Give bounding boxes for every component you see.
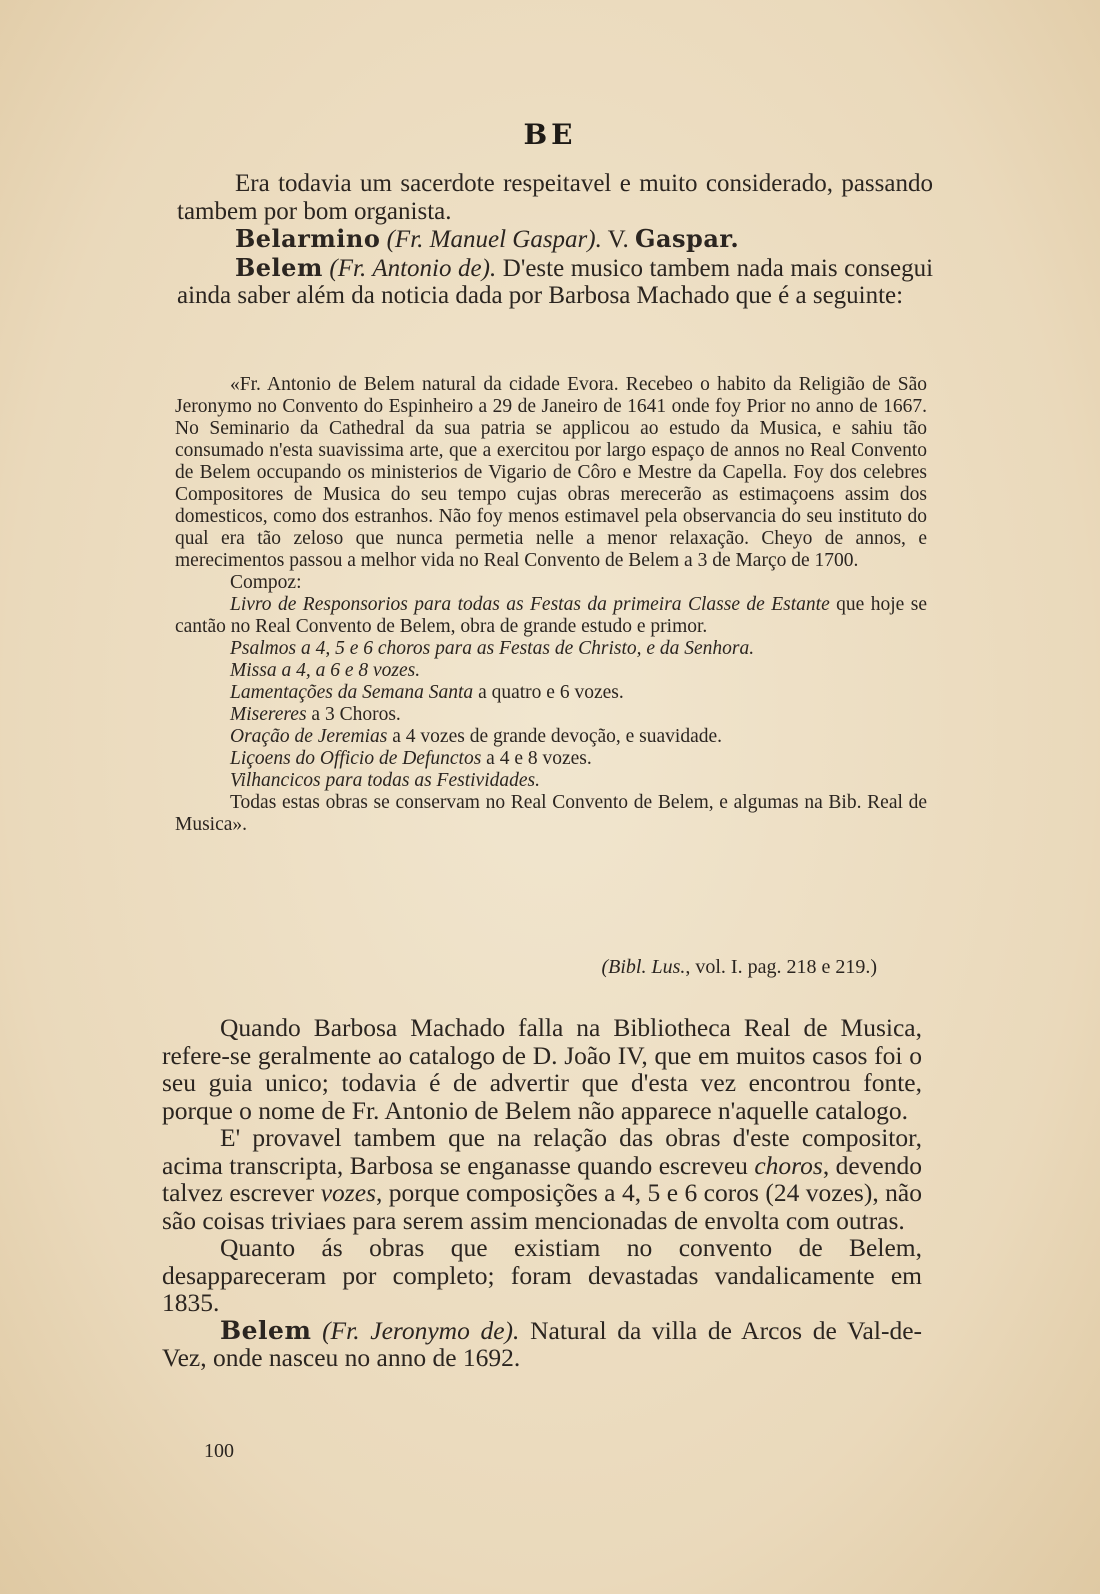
work-title: Missa a 4, a 6 e 8 vozes. <box>230 660 421 681</box>
work-title: Oração de Jeremias <box>230 726 388 747</box>
work-rest: que hoje se cantão no Real Convento de Belem, obra de grande estudo e primor. <box>175 594 927 637</box>
work-item <box>175 748 927 770</box>
work-title: Livro de Responsorios para todas as Festas da primeira Classe de Estante <box>230 594 830 615</box>
entry-ref: Gaspar. <box>635 224 740 253</box>
work-rest: a 3 Choros. <box>306 704 401 725</box>
citation <box>175 956 877 979</box>
italic-word: vozes <box>320 1178 376 1207</box>
commentary-paragraph <box>162 1124 922 1234</box>
quote-paragraph: «Fr. Antonio de Belem natural da cidade Evora. Recebeo o habito da Religião de São Jeronymo no Convento do Espinheiro a 29 de Janeiro de 1641 onde foy Prior no anno de 1667. No Seminario da Cathedral da sua patria se applicou ao estudo da Musica, e sahiu tão consumado n'esta suavissima arte, que a exercitou por largo espaço de annos no Real Convento de Belem occupando os ministerios de Vigario de Côro e Mestre da Capella. Foy dos celebres Compositores de Musica do seu tempo cujas obras merecerão as estimaçoens assim dos domesticos, como dos estranhos. Não foy menos estimavel pela observancia do seu instituto do qual era tão zeloso que nunca permetia nelle a menor relaxação. Cheyo de annos, e merecimentos passou a melhor vida no Real Convento de Belem a 3 de Março de 1700. <box>175 374 927 571</box>
entry-belem-antonio <box>177 254 933 310</box>
entry-name: Belem <box>220 1315 312 1345</box>
entry-paren: (Fr. Antonio de). <box>329 254 497 282</box>
text-run: E' provavel tambem que na relação das obras d'este compositor, acima transcripta, Barbosa se enganasse quando escreveu <box>162 1123 922 1180</box>
entry-name: Belem <box>235 252 323 282</box>
work-rest: a 4 vozes de grande devoção, e suavidade. <box>387 726 723 747</box>
italic-word: choros <box>754 1150 823 1180</box>
text-run: , devendo talvez escrever <box>162 1150 923 1207</box>
work-item <box>175 726 927 748</box>
work-title: Lamentações da Semana Santa <box>230 682 474 703</box>
commentary-section <box>162 1014 922 1372</box>
entry-belarmino <box>177 225 933 254</box>
text-run: , porque composições a 4, 5 e 6 coros (24 vozes), não são coisas triviaes para serem assim mencionadas de envolta com outras. <box>162 1178 922 1235</box>
quote-closing: Todas estas obras se conservam no Real Convento de Belem, e algumas na Bib. Real de Musica». <box>175 792 927 835</box>
commentary-paragraph: Quanto ás obras que existiam no convento de Belem, desappareceram por completo; foram devastadas vandalicamente em 1835. <box>162 1233 922 1317</box>
work-item <box>175 638 927 660</box>
work-rest: a 4 e 8 vozes. <box>481 748 592 769</box>
entry-text: Natural da villa de Arcos de Val-de-Vez, onde nasceu no anno de 1692. <box>162 1315 923 1372</box>
entry-paren: (Fr. Jeronymo de). <box>322 1315 520 1345</box>
entry-name: Belarmino <box>235 224 381 253</box>
work-title: Vilhancicos para todas as Festividades. <box>230 770 540 791</box>
work-rest: a quatro e 6 vozes. <box>473 682 624 703</box>
work-title: Psalmos a 4, 5 e 6 choros para as Festas de Christo, e da Senhora. <box>230 638 755 659</box>
entry-belem-jeronymo <box>162 1317 922 1372</box>
citation-source: (Bibl. Lus. <box>601 956 686 978</box>
work-title: Misereres <box>230 704 307 725</box>
running-header: BE <box>523 118 577 151</box>
work-item <box>175 594 927 638</box>
entry-paren: (Fr. Manuel Gaspar). <box>386 226 602 253</box>
compoz-label: Compoz: <box>230 572 302 593</box>
work-item <box>175 704 927 726</box>
work-item <box>175 660 927 682</box>
intro-section <box>177 170 933 310</box>
page-number: 100 <box>204 1440 234 1462</box>
entry-text: D'este musico tambem nada mais consegui ainda saber além da noticia dada por Barbosa Machado que é a seguinte: <box>177 254 934 309</box>
work-item <box>175 770 927 792</box>
work-title: Liçoens do Officio de Defunctos <box>230 748 482 769</box>
entry-see: V. <box>601 226 635 253</box>
commentary-paragraph: Quando Barbosa Machado falla na Bibliotheca Real de Musica, refere-se geralmente ao catalogo de D. João IV, que em muitos casos foi o seu guia unico; todavia é de advertir que d'esta vez encontrou fonte, porque o nome de Fr. Antonio de Belem não apparece n'aquelle catalogo. <box>162 1013 922 1125</box>
intro-paragraph: Era todavia um sacerdote respeitavel e muito considerado, passando tambem por bom organista. <box>177 170 933 225</box>
citation-pages: , vol. I. pag. 218 e 219.) <box>685 956 877 978</box>
work-item <box>175 682 927 704</box>
quotation-block <box>175 374 927 836</box>
